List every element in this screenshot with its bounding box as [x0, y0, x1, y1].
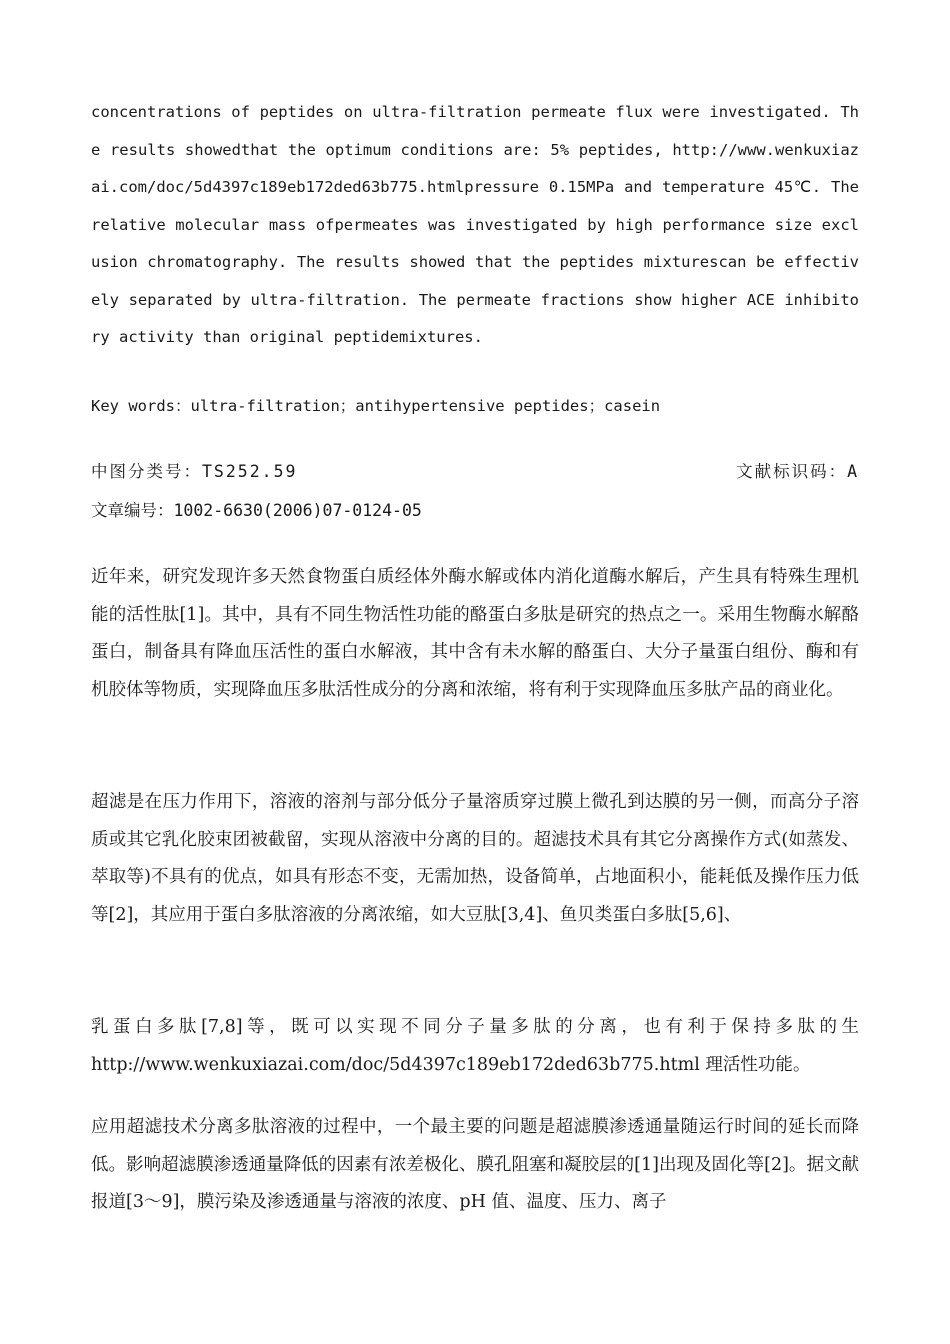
keywords: Key words：ultra-filtration；antihypertensive peptides；casein [91, 397, 661, 415]
paragraph-intro: 近年来，研究发现许多天然食物蛋白质经体外酶水解或体内消化道酶水解后，产生具有特殊生理机能的活性肽[1]。其中，具有不同生物活性功能的酪蛋白多肽是研究的热点之一。采用生物酶水解酪蛋白，制备具有降血压活性的蛋白水解液，其中含有未水解的酪蛋白、大分子量蛋白组份、酶和有机胶体等物质，实现降血压多肽活性成分的分离和浓缩，将有利于实现降血压多肽产品的商业化。 [91, 567, 859, 700]
article-number-row [91, 499, 859, 523]
paragraph-milk-peptides: 乳蛋白多肽[7,8]等，既可以实现不同分子量多肽的分离，也有利于保持多肽的生 http://www.wenkuxiazai.com/doc/5d4397c189eb172ded63b775.html 理活性功能。 [91, 1017, 859, 1075]
document-page [91, 94, 859, 1212]
article-number: 文章编号：1002-6630(2006)07-0124-05 [91, 501, 422, 520]
paragraph-membrane-flux: 应用超滤技术分离多肽溶液的过程中，一个最主要的问题是超滤膜渗透通量随运行时间的延长而降低。影响超滤膜渗透通量降低的因素有浓差极化、膜孔阻塞和凝胶层的[1]出现及固化等[2]。据文献报道[3～9]，膜污染及渗透通量与溶液的浓度、pH 值、温度、压力、离子 [91, 1117, 859, 1212]
paragraph-ultrafiltration: 超滤是在压力作用下，溶液的溶剂与部分低分子量溶质穿过膜上微孔到达膜的另一侧，而高分子溶质或其它乳化胶束团被截留，实现从溶液中分离的目的。超滤技术具有其它分离操作方式(如蒸发、萃取等)不具有的优点，如具有形态不变，无需加热，设备简单，占地面积小，能耗低及操作压力低等[2]，其应用于蛋白多肽溶液的分离浓缩，如大豆肽[3,4]、鱼贝类蛋白多肽[5,6]、 [91, 792, 859, 925]
document-code: 文献标识码：A [736, 462, 859, 481]
clc-number: 中图分类号：TS252.59 [91, 462, 298, 481]
english-abstract: concentrations of peptides on ultra-filtration permeate flux were investigated. The results showedthat the optimum conditions are: 5% peptides, http://www.wenkuxiazai.com/doc/5d4397c189eb172ded63b775.htmlpressure 0.15MPa and temperature 45℃. The relative molecular mass ofpermeates was investigated by high performance size exclusion chromatography. The results showed that the peptides mixturescan be effectively separated by ultra-filtration. The permeate fractions show higher ACE inhibitory activity than original peptidemixtures. [91, 103, 859, 346]
classification-row [91, 460, 859, 484]
